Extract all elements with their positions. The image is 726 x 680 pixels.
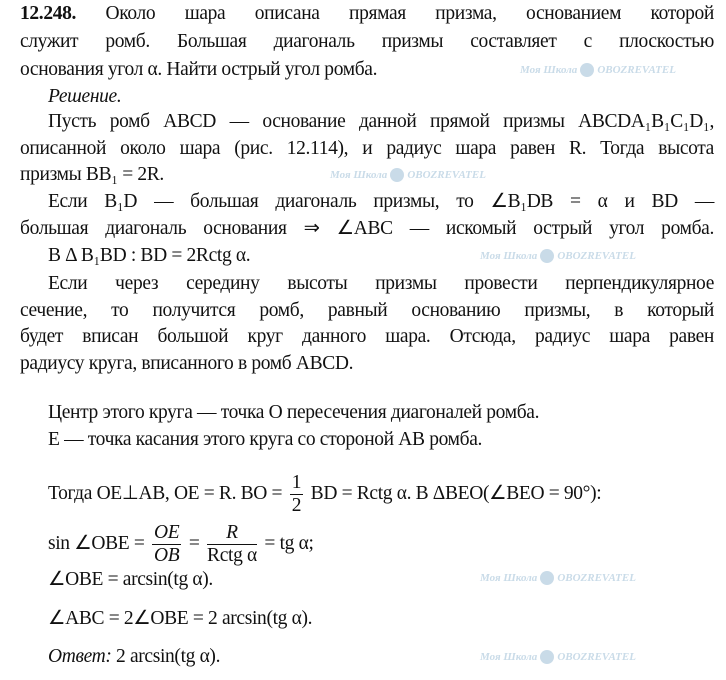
- numerator: 1: [291, 472, 302, 493]
- watermark-logo-icon: [540, 249, 554, 263]
- text-line: Если через середину высоты призмы провести перпендикулярное: [48, 273, 714, 294]
- equation-text: BD = Rctg α. В ΔBEO(∠BEO = 90°):: [310, 482, 602, 504]
- equation-text: = tg α;: [264, 532, 314, 554]
- watermark-text: OBOZREVATEL: [557, 651, 636, 663]
- fraction: [207, 522, 257, 567]
- problem-text: Около шара описана прямая призма, основанием которой: [105, 3, 714, 24]
- text-line: В Δ B₁BD : BD = 2Rctg α.: [48, 245, 251, 266]
- watermark-text: OBOZREVATEL: [557, 572, 636, 584]
- watermark: [480, 249, 636, 263]
- text-line: будет вписан большой круг данного шара. Отсюда, радиус шара равен: [20, 326, 714, 347]
- denominator: OB: [154, 545, 180, 566]
- equation-2: [48, 522, 314, 567]
- watermark-text: OBOZREVATEL: [407, 169, 486, 181]
- text-line: сечение, то получится ромб, равный основанию призмы, в который: [20, 300, 714, 321]
- denominator: Rctg α: [207, 545, 257, 566]
- text-line: Если B₁D — большая диагональ призмы, то ∠B₁DB = α и BD —: [48, 191, 714, 212]
- watermark-text: OBOZREVATEL: [557, 250, 636, 262]
- problem-line: основания угол α. Найти острый угол ромба.: [20, 59, 378, 80]
- answer-value: 2 arcsin(tg α).: [116, 646, 221, 667]
- watermark-logo-icon: [390, 168, 404, 182]
- problem-line: [20, 3, 714, 25]
- watermark-text: Моя Школа: [480, 651, 538, 663]
- equation-text: sin ∠OBE =: [48, 532, 145, 554]
- watermark-logo-icon: [540, 571, 554, 585]
- watermark-text: OBOZREVATEL: [597, 64, 676, 76]
- watermark-text: Моя Школа: [480, 250, 538, 262]
- text-line: большая диагональ основания ⇒ ∠ABC — искомый острый угол ромба.: [20, 218, 714, 239]
- equation-text: Тогда OE⊥AB, OE = R. BO =: [48, 482, 283, 504]
- numerator: OE: [154, 522, 180, 543]
- equation-1: [48, 472, 601, 517]
- text-line: Пусть ромб ABCD — основание данной прямой призмы ABCDA₁B₁C₁D₁,: [48, 111, 714, 132]
- fraction: [290, 472, 303, 517]
- equation-3: ∠OBE = arcsin(tg α).: [48, 569, 213, 590]
- watermark-logo-icon: [540, 650, 554, 664]
- watermark: [330, 168, 486, 182]
- text-line: призмы BB₁ = 2R.: [20, 164, 164, 185]
- numerator: R: [207, 522, 257, 545]
- solution-label: Решение.: [48, 86, 122, 107]
- problem-line: служит ромб. Большая диагональ призмы составляет с плоскостью: [20, 31, 714, 52]
- watermark-logo-icon: [580, 63, 594, 77]
- text-line: Центр этого круга — точка O пересечения диагоналей ромба.: [48, 402, 540, 423]
- watermark: [520, 63, 676, 77]
- equation-4: ∠ABC = 2∠OBE = 2 arcsin(tg α).: [48, 608, 313, 629]
- fraction: [152, 522, 181, 567]
- equation-text: =: [188, 532, 200, 554]
- watermark: [480, 571, 636, 585]
- watermark: [480, 650, 636, 664]
- watermark-text: Моя Школа: [520, 64, 578, 76]
- problem-number: 12.248.: [20, 3, 77, 24]
- answer-label: Ответ:: [48, 646, 112, 667]
- answer: [48, 646, 220, 668]
- denominator: 2: [291, 495, 302, 516]
- watermark-text: Моя Школа: [330, 169, 388, 181]
- watermark-text: Моя Школа: [480, 572, 538, 584]
- text-line: E — точка касания этого круга со стороной AB ромба.: [48, 429, 483, 450]
- text-line: радиусу круга, вписанного в ромб ABCD.: [20, 353, 354, 374]
- text-line: описанной около шара (рис. 12.114), и радиус шара равен R. Тогда высота: [20, 138, 714, 159]
